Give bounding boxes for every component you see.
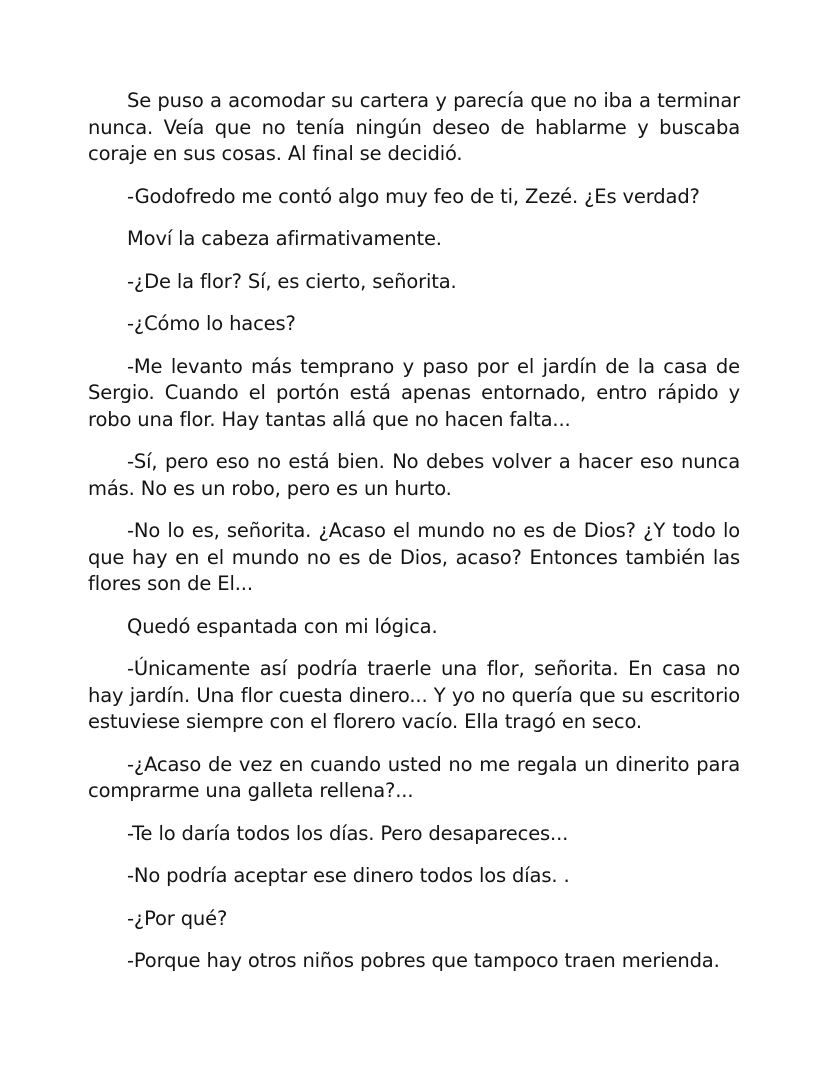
paragraph-12: -Te lo daría todos los días. Pero desapareces...	[127, 821, 569, 845]
paragraph-14: -¿Por qué?	[127, 906, 228, 930]
paragraph-3: Moví la cabeza afirmativamente.	[127, 227, 442, 250]
paragraph-5: -¿Cómo lo haces?	[127, 312, 296, 335]
paragraph-2: -Godofredo me contó algo muy feo de ti, Zezé. ¿Es verdad?	[127, 184, 700, 208]
paragraph-9: Quedó espantada con mi lógica.	[127, 614, 438, 638]
paragraph-8: -No lo es, señorita. ¿Acaso el mundo no es de Dios? ¿Y todo lo que hay en el mundo no es de Dios, acaso? Entonces también las flores son de El...	[88, 519, 740, 595]
paragraph-6: -Me levanto más temprano y paso por el jardín de la casa de Sergio. Cuando el portón está apenas entornado, entro rápido y robo una flor. Hay tantas allá que no hacen falta...	[88, 354, 740, 431]
paragraph-1: Se puso a acomodar su cartera y parecía que no iba a terminar nunca. Veía que no tenía ningún deseo de hablarme y buscaba coraje en sus cosas. Al final se decidió.	[88, 89, 740, 165]
paragraph-7: -Sí, pero eso no está bien. No debes volver a hacer eso nunca más. No es un robo, pero es un hurto.	[88, 450, 740, 500]
paragraph-11: -¿Acaso de vez en cuando usted no me regala un dinerito para comprarme una galleta rellena?...	[88, 752, 740, 802]
paragraph-13: -No podría aceptar ese dinero todos los días. .	[127, 864, 570, 887]
paragraph-10: -Únicamente así podría traerle una flor, señorita. En casa no hay jardín. Una flor cuesta dinero... Y yo no quería que su escritorio estuviese siempre con el florero vacío. Ella tragó en seco.	[88, 657, 740, 733]
paragraph-4: -¿De la flor? Sí, es cierto, señorita.	[127, 269, 457, 293]
document-page	[88, 88, 740, 991]
paragraph-15: -Porque hay otros niños pobres que tampoco traen merienda.	[127, 949, 720, 972]
